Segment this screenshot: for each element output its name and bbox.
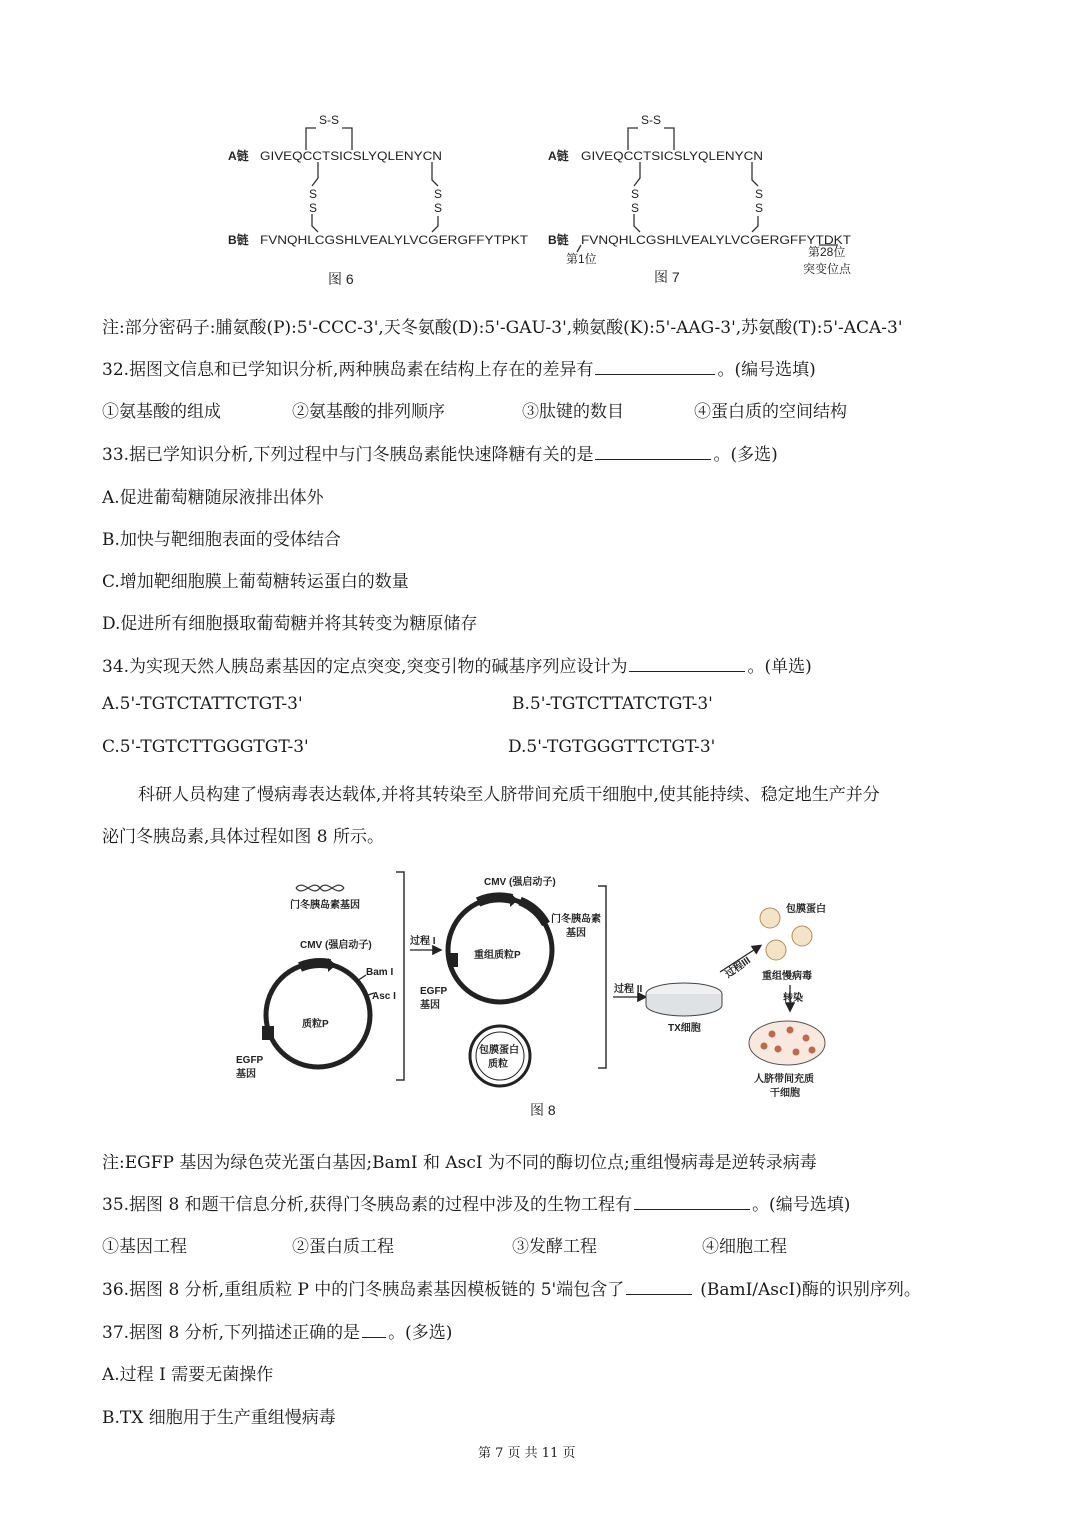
dna-helix-icon — [296, 885, 344, 891]
q33-stem-text: 33.据已学知识分析,下列过程中与门冬胰岛素能快速降糖有关的是 — [102, 445, 594, 465]
fig7-s-1: S — [631, 187, 640, 201]
q35-answer-blank[interactable] — [634, 1195, 750, 1210]
q32-suffix: 。(编号选填) — [717, 360, 816, 380]
fig8-process-3: 过程III — [723, 955, 753, 981]
q32-option-1: ①氨基酸的组成 — [102, 402, 221, 422]
fig8-transfect: 转染 — [783, 993, 803, 1004]
plasmid-p-ring — [262, 958, 374, 1067]
fig8-envelope-b: 质粒 — [488, 1059, 508, 1070]
q32-stem — [102, 355, 816, 380]
q33-answer-blank[interactable] — [595, 445, 711, 460]
page-footer: 第 7 页 共 11 页 — [478, 1446, 576, 1461]
fig8-recomb-virus: 重组慢病毒 — [762, 971, 812, 982]
fig6-ss-label: S-S — [319, 113, 340, 127]
fig6-caption: 图 6 — [328, 271, 354, 287]
q35-stem — [102, 1190, 850, 1215]
q34-stem-text: 34.为实现天然人胰岛素基因的定点突变,突变引物的碱基序列应设计为 — [102, 657, 628, 677]
fig8-envelope-protein: 包膜蛋白 — [786, 904, 826, 915]
fig7-s-3: S — [755, 187, 764, 201]
q35-option-2: ②蛋白质工程 — [292, 1237, 394, 1257]
q33-option-c: C.增加靶细胞膜上葡萄糖转运蛋白的数量 — [102, 572, 409, 592]
fig8-gene-label: 门冬胰岛素基因 — [290, 900, 360, 911]
note-egfp: 注:EGFP 基因为绿色荧光蛋白基因;BamI 和 AscI 为不同的酶切位点;重组慢病毒是逆转录病毒 — [102, 1153, 817, 1173]
fig8-asc-label: Asc I — [372, 991, 396, 1002]
stem-cell-dish — [749, 1021, 825, 1065]
q37-suffix: 。(多选) — [388, 1323, 453, 1343]
figure-8 — [0, 860, 1080, 1125]
q36-answer-blank[interactable] — [626, 1280, 692, 1295]
q33-option-d: D.促进所有细胞摄取葡萄糖并将其转变为糖原储存 — [102, 614, 478, 634]
fig8-envelope-a: 包膜蛋白 — [479, 1045, 519, 1056]
q35-option-4: ④细胞工程 — [702, 1237, 787, 1257]
q36-stem-text: 36.据图 8 分析,重组质粒 P 中的门冬胰岛素基因模板链的 5'端包含了 — [102, 1280, 625, 1300]
fig6-chain-a-label: A链 — [228, 149, 249, 163]
note-codons: 注:部分密码子:脯氨酸(P):5'-CCC-3',天冬氨酸(D):5'-GAU-3',赖氨酸(K):5'-AAG-3',苏氨酸(T):5'-ACA-3' — [102, 318, 903, 338]
fig6-s-3: S — [434, 187, 443, 201]
fig7-caption: 图 7 — [654, 269, 680, 285]
q34-answer-blank[interactable] — [629, 657, 745, 672]
paragraph-line-1: 科研人员构建了慢病毒表达载体,并将其转染至人脐带间充质干细胞中,使其能持续、稳定地生产并分 — [138, 785, 880, 805]
fig8-stem-cells-b: 干细胞 — [770, 1088, 800, 1099]
fig6-s-2: S — [309, 201, 318, 215]
q36-stem — [102, 1275, 921, 1300]
fig8-gene2a-label: 门冬胰岛素 — [551, 914, 601, 925]
virus-particles — [760, 908, 812, 960]
fig8-stem-cells-a: 人脐带间充质 — [754, 1074, 814, 1085]
figure-6-7 — [0, 95, 1080, 295]
fig8-tx-cells: TX细胞 — [668, 1023, 701, 1034]
fig7-s-4: S — [755, 201, 764, 215]
q34-option-d: D.5'-TGTGGGTTCTGT-3' — [508, 737, 716, 757]
q35-option-3: ③发酵工程 — [512, 1237, 597, 1257]
q35-option-1: ①基因工程 — [102, 1237, 187, 1257]
q34-option-c: C.5'-TGTCTTGGGTGT-3' — [102, 737, 309, 757]
q32-stem-text: 32.据图文信息和已学知识分析,两种胰岛素在结构上存在的差异有 — [102, 360, 594, 380]
fig7-mutation-site: 突变位点 — [803, 262, 852, 276]
fig8-egfp2-label: EGFP — [420, 986, 448, 997]
q32-answer-blank[interactable] — [595, 360, 715, 375]
fig6-chain-a-seq: GIVEQCCTSICSLYQLENYCN — [260, 149, 442, 163]
fig8-caption: 图 8 — [530, 1102, 556, 1118]
fig8-egfp2-gene-label: 基因 — [420, 1000, 440, 1011]
q34-stem — [102, 652, 812, 677]
fig8-bam-label: Bam I — [366, 967, 394, 978]
fig8-process-2: 过程 II — [614, 984, 643, 995]
q37-option-b: B.TX 细胞用于生产重组慢病毒 — [102, 1408, 336, 1428]
fig6-chain-b-seq: FVNQHLCGSHLVEALYLVCGERGFFYTPKT — [260, 233, 529, 247]
fig6-s-1: S — [309, 187, 318, 201]
fig8-egfp-gene-label: 基因 — [236, 1069, 256, 1080]
fig7-chain-b-seq: FVNQHLCGSHLVEALYLVCGERGFFYTDKT — [581, 233, 852, 247]
q35-suffix: 。(编号选填) — [752, 1195, 851, 1215]
q37-stem-text: 37.据图 8 分析,下列描述正确的是 — [102, 1323, 361, 1343]
q35-stem-text: 35.据图 8 和题干信息分析,获得门冬胰岛素的过程中涉及的生物工程有 — [102, 1195, 633, 1215]
fig8-cmv-label: CMV (强启动子) — [300, 940, 372, 951]
q34-suffix: 。(单选) — [747, 657, 812, 677]
q32-option-3: ③肽键的数目 — [522, 402, 624, 422]
q33-option-b: B.加快与靶细胞表面的受体结合 — [102, 530, 341, 550]
fig8-process-1: 过程 I — [410, 936, 436, 947]
fig6-chain-b-label: B链 — [228, 233, 249, 247]
q37-stem — [102, 1318, 452, 1343]
q32-option-4: ④蛋白质的空间结构 — [694, 402, 847, 422]
fig7-pos28: 第28位 — [808, 245, 846, 259]
envelope-plasmid — [470, 1026, 530, 1086]
fig8-plasmid-p-label: 质粒P — [302, 1019, 329, 1030]
q34-option-a: A.5'-TGTCTATTCTGT-3' — [102, 694, 303, 714]
fig7-s-2: S — [631, 201, 640, 215]
fig7-chain-a-label: A链 — [548, 149, 569, 163]
fig7-chain-a-seq: GIVEQCCTSICSLYQLENYCN — [581, 149, 763, 163]
fig7-pos1: 第1位 — [566, 252, 597, 266]
fig6-s-4: S — [434, 201, 443, 215]
fig8-recomb-p-label: 重组质粒P — [474, 950, 521, 961]
q33-suffix: 。(多选) — [713, 445, 778, 465]
q33-stem — [102, 440, 778, 465]
fig7-chain-b-label: B链 — [548, 233, 569, 247]
q37-option-a: A.过程 I 需要无菌操作 — [102, 1365, 274, 1385]
fig8-gene2b-label: 基因 — [566, 928, 586, 939]
fig8-cmv2-label: CMV (强启动子) — [484, 877, 556, 888]
q32-option-2: ②氨基酸的排列顺序 — [292, 402, 445, 422]
q33-option-a: A.促进葡萄糖随尿液排出体外 — [102, 488, 324, 508]
q37-answer-blank[interactable] — [362, 1323, 386, 1338]
q36-suffix: (BamI/AscI)酶的识别序列。 — [700, 1280, 921, 1300]
paragraph-line-2: 泌门冬胰岛素,具体过程如图 8 所示。 — [102, 827, 385, 847]
fig8-egfp-label: EGFP — [236, 1055, 264, 1066]
fig7-ss-label: S-S — [641, 113, 662, 127]
tx-cell-dish — [646, 983, 722, 1016]
q34-option-b: B.5'-TGTCTTATCTGT-3' — [512, 694, 713, 714]
recombinant-plasmid-ring — [448, 893, 552, 1002]
